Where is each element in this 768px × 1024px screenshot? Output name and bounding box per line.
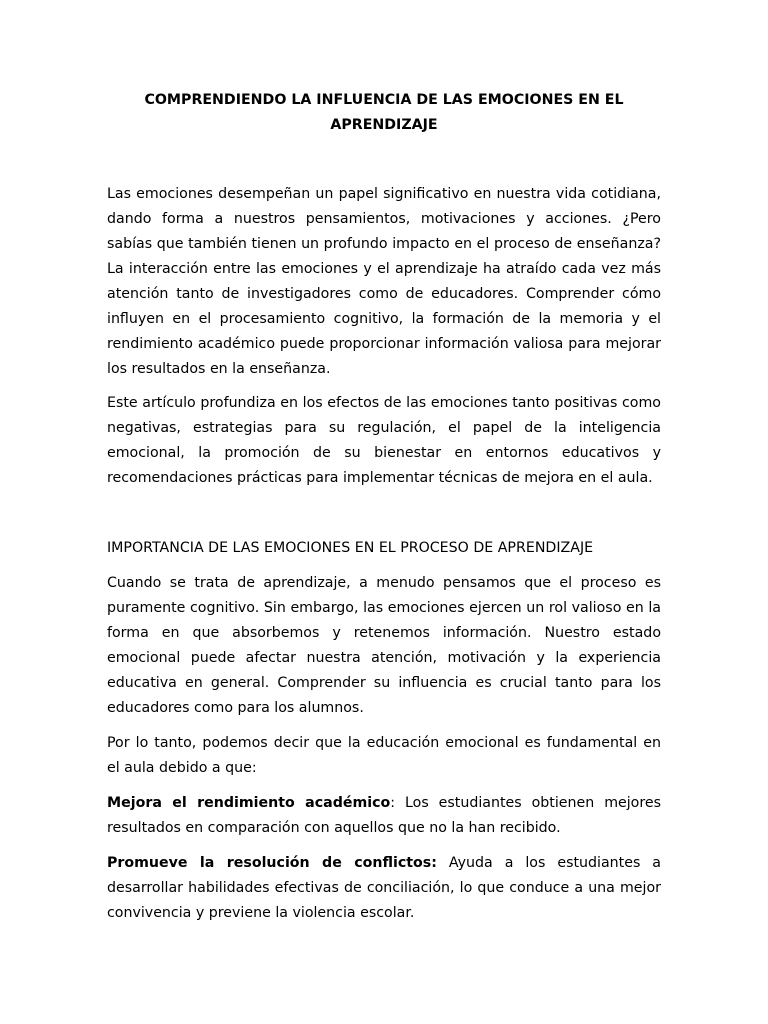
intro-paragraph: Las emociones desempeñan un papel significativo en nuestra vida cotidiana, dando forma a nuestros pensamientos, motivaciones y acciones. ¿Pero sabías que también tienen un profundo impacto en el proceso de enseñanza? La interacción entre las emociones y el aprendizaje ha atraído cada vez más atención tanto de investigadores como de educadores. Comprender cómo influyen en el procesamiento cognitivo, la formación de la memoria y el rendimiento académico puede proporcionar información valiosa para mejorar los resultados en la enseñanza.	[107, 186, 661, 377]
benefit-item	[107, 791, 661, 841]
benefit-term: Mejora el rendimiento académico	[107, 795, 391, 811]
document-title: COMPRENDIENDO LA INFLUENCIA DE LAS EMOCIONES EN EL APRENDIZAJE	[144, 92, 624, 133]
benefit-item	[107, 851, 661, 926]
benefit-separator: :	[390, 795, 396, 811]
benefit-term: Promueve la resolución de conflictos:	[107, 855, 437, 871]
section-heading: IMPORTANCIA DE LAS EMOCIONES EN EL PROCESO DE APRENDIZAJE	[107, 540, 594, 556]
benefit-text: Ayuda a los estudiantes a desarrollar habilidades efectivas de conciliación, lo que conduce a una mejor convivencia y previene la violencia escolar.	[107, 855, 661, 921]
section-paragraph: Por lo tanto, podemos decir que la educación emocional es fundamental en el aula debido a que:	[107, 735, 661, 776]
section-paragraph: Cuando se trata de aprendizaje, a menudo pensamos que el proceso es puramente cognitivo. Sin embargo, las emociones ejercen un rol valioso en la forma en que absorbemos y retenemos información. Nuestro estado emocional puede afectar nuestra atención, motivación y la experiencia educativa en general. Comprender su influencia es crucial tanto para los educadores como para los alumnos.	[107, 575, 661, 716]
benefit-text: Los estudiantes obtienen mejores resultados en comparación con aquellos que no la han recibido.	[107, 795, 662, 836]
intro-paragraph: Este artículo profundiza en los efectos de las emociones tanto positivas como negativas, estrategias para su regulación, el papel de la inteligencia emocional, la promoción de su bienestar en entornos educativos y recomendaciones prácticas para implementar técnicas de mejora en el aula.	[107, 395, 661, 486]
